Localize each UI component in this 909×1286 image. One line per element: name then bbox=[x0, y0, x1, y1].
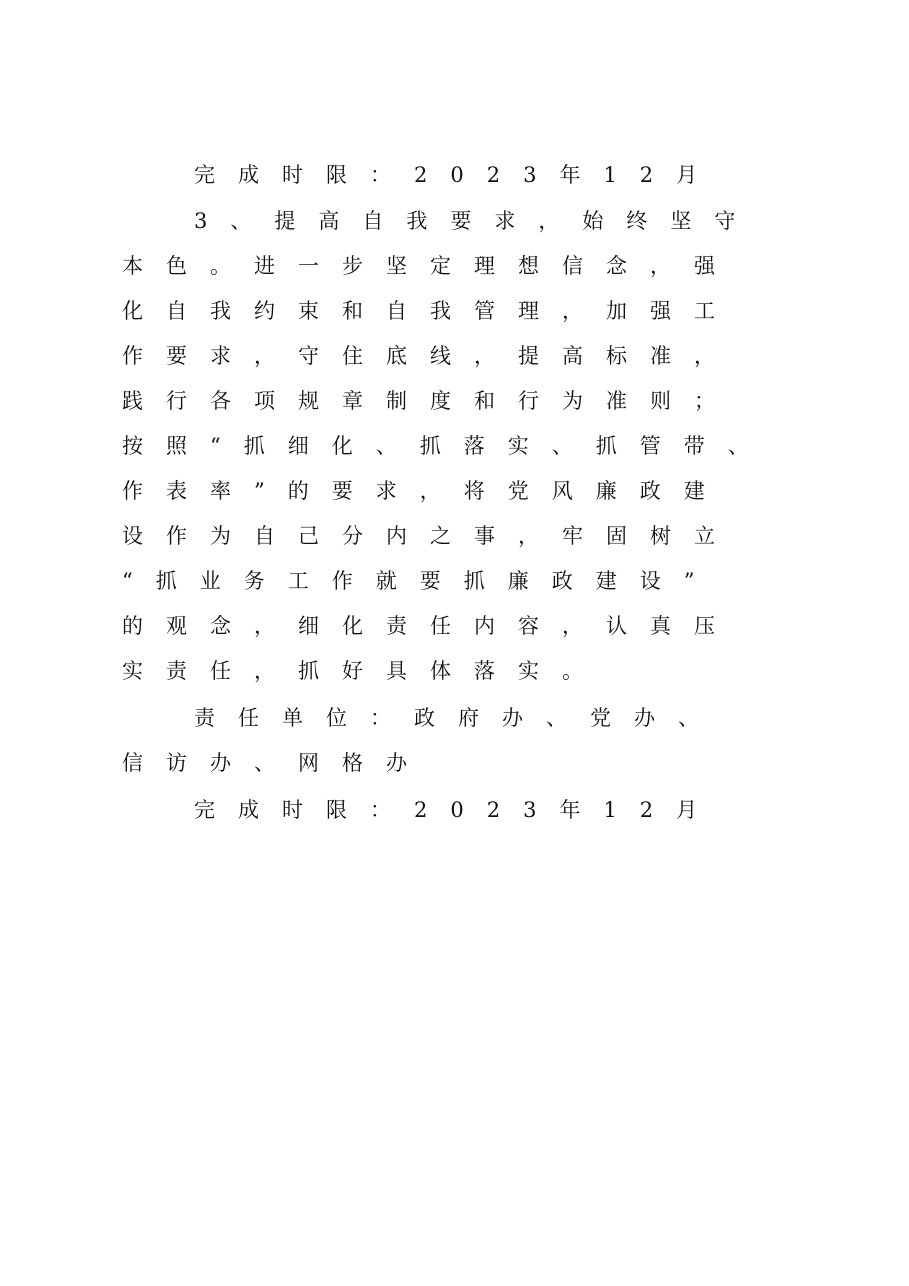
paragraph-line: 践行各项规章制度和行为准则； bbox=[122, 389, 738, 413]
paragraph-line: 作要求，守住底线，提高标准， bbox=[122, 344, 738, 368]
paragraph-line: 设作为自己分内之事，牢固树立 bbox=[122, 524, 738, 548]
responsible-unit-line: 责任单位：政府办、党办、 bbox=[194, 706, 722, 730]
paragraph-line: 本色。进一步坚定理想信念，强 bbox=[122, 254, 738, 278]
responsible-unit-line: 信访办、网格办 bbox=[122, 751, 430, 775]
paragraph-line: 的观念，细化责任内容，认真压 bbox=[122, 614, 738, 638]
paragraph-line: 按照“抓细化、抓落实、抓管带、 bbox=[122, 434, 772, 458]
paragraph-line: “抓业务工作就要抓廉政建设” bbox=[122, 569, 718, 593]
paragraph-line: 作表率”的要求，将党风廉政建 bbox=[122, 479, 728, 503]
deadline-line: 完成时限：2023年12月 bbox=[194, 163, 721, 187]
deadline-line: 完成时限：2023年12月 bbox=[194, 798, 721, 822]
paragraph-line: 3、提高自我要求，始终坚守 bbox=[194, 209, 759, 233]
paragraph-line: 化自我约束和自我管理，加强工 bbox=[122, 299, 738, 323]
paragraph-line: 实责任，抓好具体落实。 bbox=[122, 659, 606, 683]
